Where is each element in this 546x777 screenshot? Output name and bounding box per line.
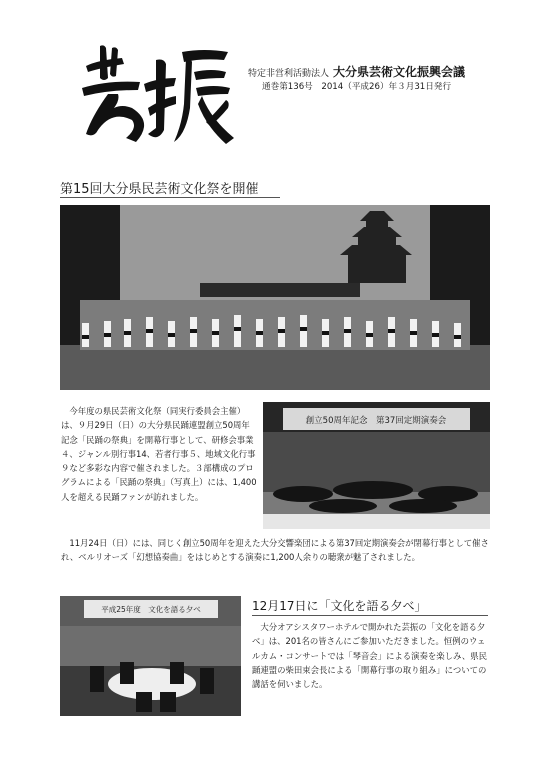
article-2-paragraph: 大分オアシスタワーホテルで開かれた芸振の「文化を語る夕べ」は、201名の皆さんにご参加いただきました。恒例のウェルカム・コンサートでは「琴音会」による演奏を楽しみ、県民踊連盟の柴田束会長による「開幕行事の取り組み」についての講話を伺いました。 xyxy=(252,622,488,690)
article-2-headline: 12月17日に「文化を語る夕べ」 xyxy=(252,599,427,613)
headline-rule xyxy=(252,615,488,616)
photo-culture-evening xyxy=(60,596,241,716)
article-1-paragraph-1: 今年度の県民芸術文化祭（同実行委員会主催）は、９月29日（日）の大分県民踊連盟創立50周年記念「民踊の祭典」を開幕行事として、研修会事業４、ジャンル別行事14、若者行事５、地域文化行事９など多彩な内容で催されました。３部構成のプログラムによる「民踊の祭典」（写真上）には、1,400人を超える民踊ファンが訪れました。 xyxy=(61,406,257,502)
article-1-headline: 第15回大分県民芸術文化祭を開催 xyxy=(60,182,259,197)
publisher-line xyxy=(248,63,465,80)
publisher-prefix: 特定非営利活動法人 xyxy=(248,69,330,79)
headline-rule xyxy=(60,197,280,198)
masthead-logo xyxy=(78,38,238,148)
photo-folk-dance-festival xyxy=(60,205,490,390)
publisher-name: 大分県芸術文化振興会議 xyxy=(333,65,466,79)
article-1-paragraph-2: 11月24日（日）には、同じく創立50周年を迎えた大分交響楽団による第37回定期演奏会が閉幕行事として催され、ベルリオーズ「幻想協奏曲」をはじめとする演奏に1,200人余りの聴衆が魅了されました。 xyxy=(61,538,489,563)
photo-orchestra-concert xyxy=(263,402,490,529)
concert-banner-text: 創立50周年記念 第37回定期演奏会 xyxy=(305,416,447,426)
evening-banner-text: 平成25年度 文化を語る夕べ xyxy=(101,605,201,614)
issue-info: 通巻第136号 2014（平成26）年３月31日発行 xyxy=(262,82,452,92)
